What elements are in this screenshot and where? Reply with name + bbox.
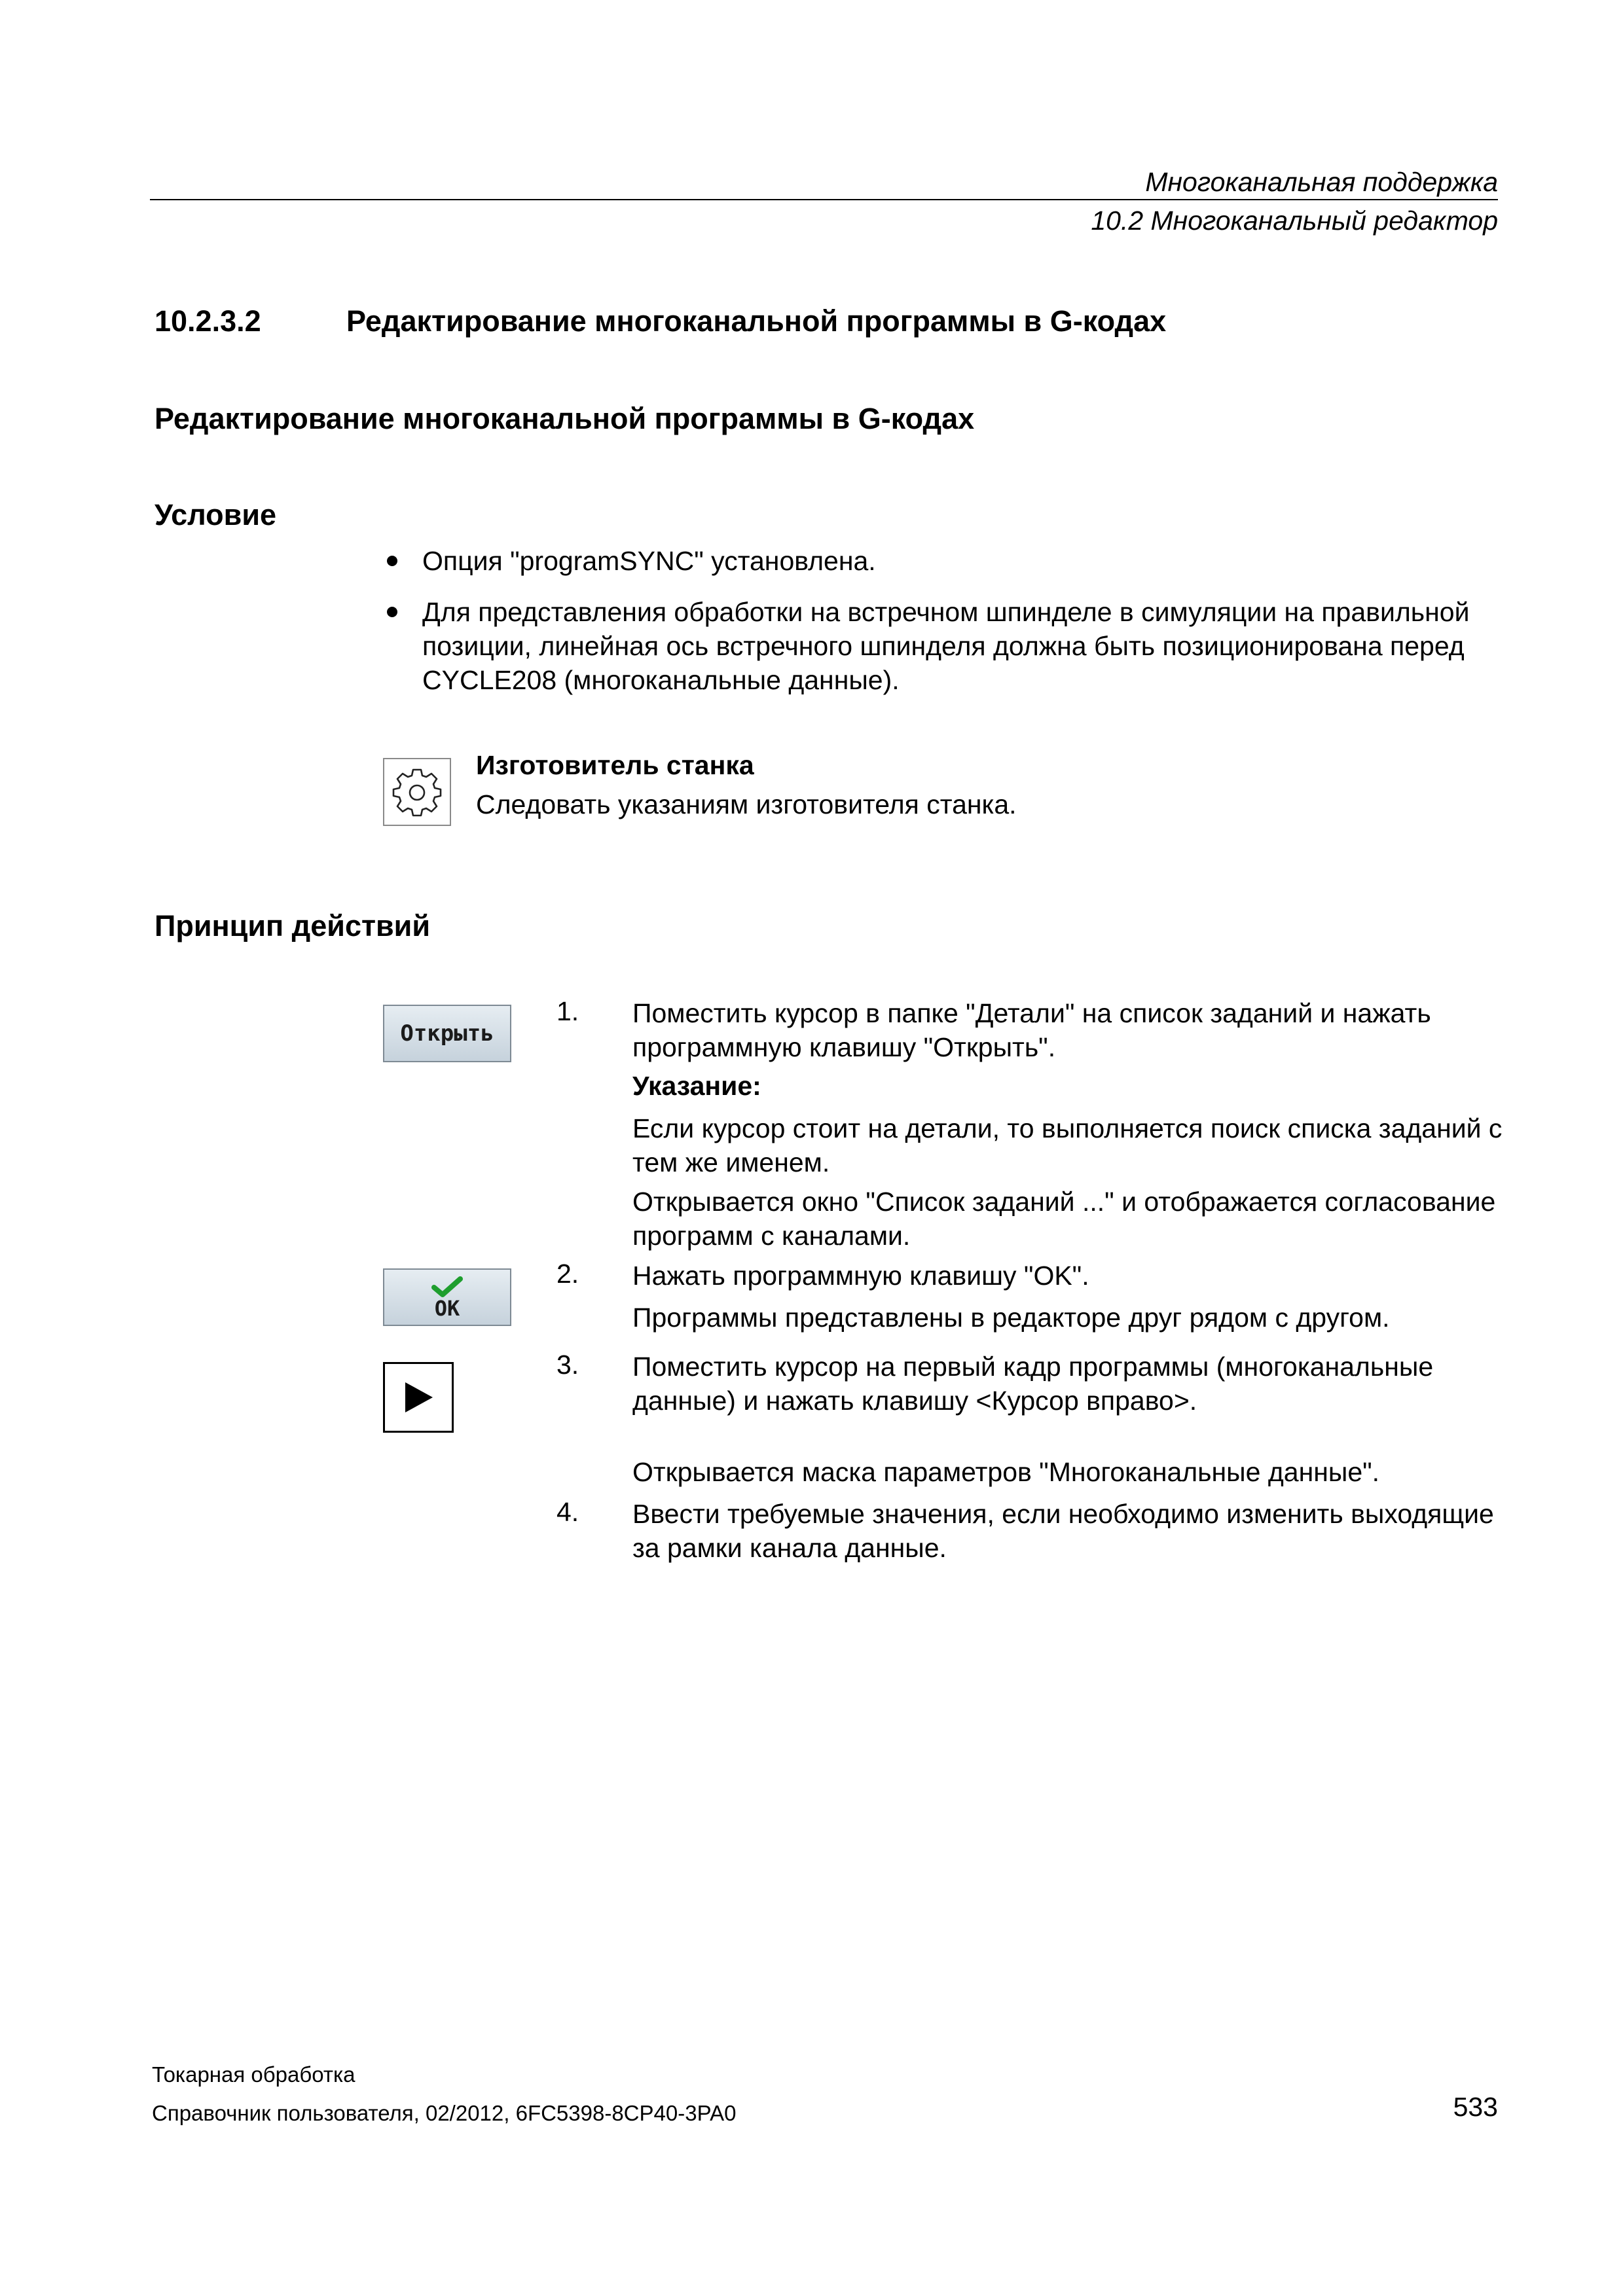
ok-softkey[interactable] [383, 1268, 511, 1326]
open-softkey-label: Открыть [400, 1020, 494, 1047]
section-title: Редактирование многоканальной программы в G-кодах [346, 304, 1167, 338]
step-3-result: Открывается маска параметров "Многоканальные данные". [632, 1457, 1380, 1487]
step-4-text: Ввести требуемые значения, если необходимо изменить выходящие за рамки канала данные. [632, 1499, 1494, 1563]
section-heading [155, 304, 1166, 338]
bullet-dot [387, 556, 397, 566]
header-rule [150, 199, 1498, 200]
header-section: 10.2 Многоканальный редактор [1091, 206, 1498, 236]
bullet-dot [387, 607, 397, 617]
manufacturer-note-text: Следовать указаниям изготовителя станка. [476, 789, 1017, 819]
play-right-icon [401, 1380, 436, 1415]
step-1-note-text-1: Если курсор стоит на детали, то выполняется поиск списка заданий с тем же именем. [632, 1113, 1503, 1177]
header-chapter: Многоканальная поддержка [1145, 167, 1498, 197]
footer-line-1: Токарная обработка [152, 2062, 356, 2087]
step-1-text: Поместить курсор в папке "Детали" на список заданий и нажать программную клавишу "Открыть". [632, 998, 1431, 1062]
condition-bullet-1: Опция "programSYNC" установлена. [422, 546, 876, 576]
page-number: 533 [1453, 2092, 1498, 2122]
procedure-heading: Принцип действий [155, 909, 430, 942]
cursor-right-key[interactable] [383, 1362, 454, 1433]
condition-heading: Условие [155, 498, 277, 531]
manufacturer-note-title: Изготовитель станка [476, 750, 754, 780]
step-number: 3. [556, 1350, 579, 1380]
open-softkey[interactable] [383, 1005, 511, 1062]
step-number: 4. [556, 1497, 579, 1527]
step-1-note-text-2: Открывается окно "Список заданий ..." и отображается согласование программ с каналами. [632, 1187, 1496, 1251]
subheading: Редактирование многоканальной программы в G-кодах [155, 402, 975, 435]
step-2-text: Нажать программную клавишу "OK". [632, 1261, 1089, 1291]
condition-bullet-2: Для представления обработки на встречном шпинделе в симуляции на правильной позиции, линейная ось встречного шпинделя должна быть позиционирована перед CYCLE208 (многоканальные данные). [422, 597, 1470, 695]
step-3-text: Поместить курсор на первый кадр программы (многоканальные данные) и нажать клавишу <Курсор вправо>. [632, 1352, 1434, 1416]
step-number: 1. [556, 996, 579, 1026]
section-number: 10.2.3.2 [155, 304, 261, 338]
step-2-result: Программы представлены в редакторе друг рядом с другом. [632, 1302, 1390, 1333]
gear-icon [384, 759, 450, 825]
checkmark-icon [431, 1276, 464, 1298]
ok-softkey-label: OK [434, 1296, 460, 1321]
manufacturer-note-icon-box [383, 758, 451, 826]
footer-line-2: Справочник пользователя, 02/2012, 6FC5398-8CP40-3PA0 [152, 2101, 737, 2125]
step-number: 2. [556, 1259, 579, 1289]
step-1-note-label: Указание: [632, 1071, 761, 1101]
